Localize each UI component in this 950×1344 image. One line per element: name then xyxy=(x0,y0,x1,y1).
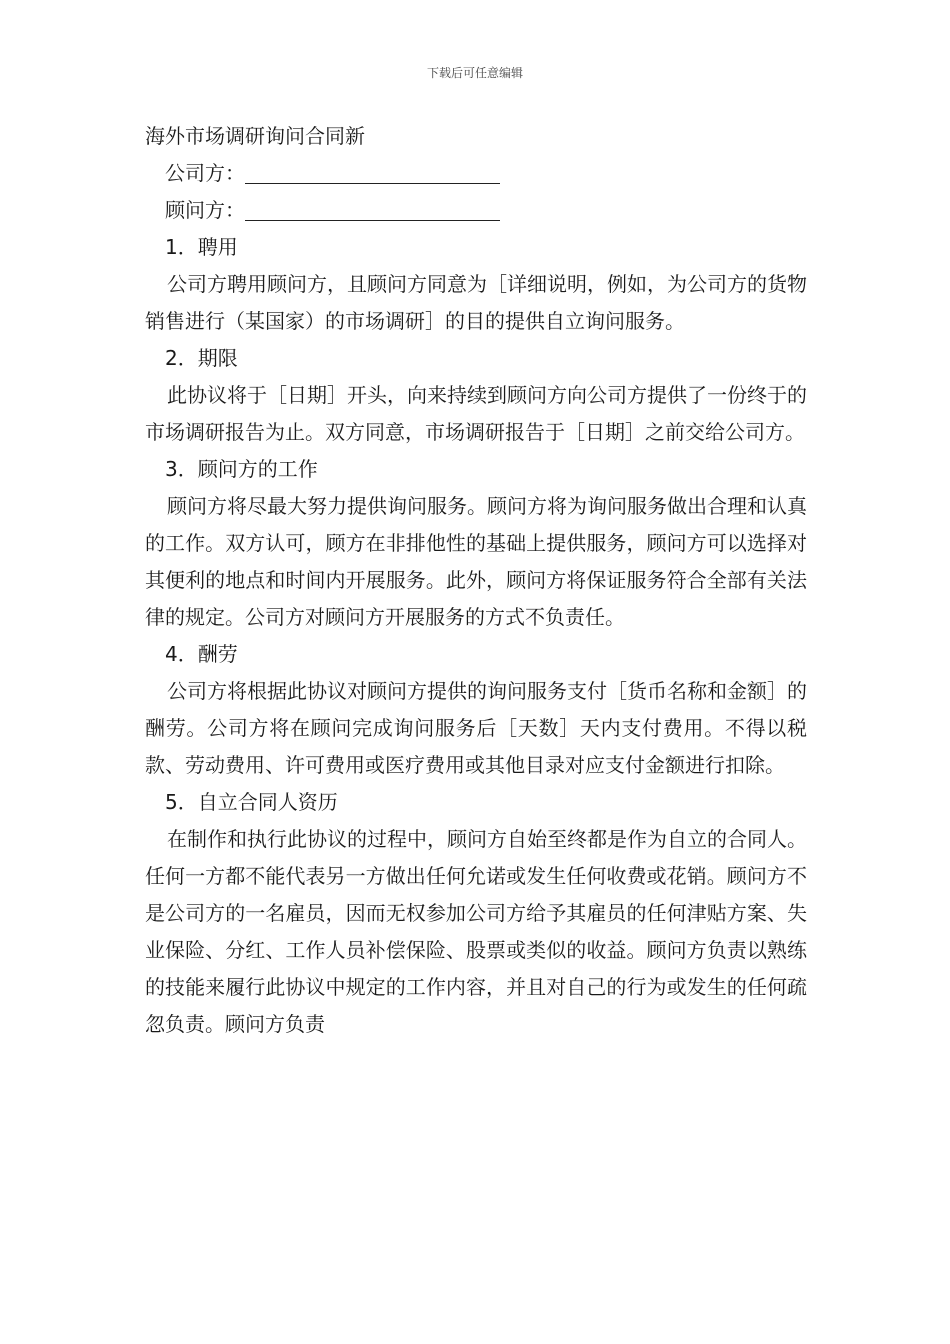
section-body: 在制作和执行此协议的过程中，顾问方自始至终都是作为自立的合同人。任何一方都不能代表另一方做出任何允诺或发生任何收费或花销。顾问方不是公司方的一名雇员，因而无权参加公司方给予其雇员的任何津贴方案、失业保险、分红、工作人员补偿保险、股票或类似的收益。顾问方负责以熟练的技能来履行此协议中规定的工作内容，并且对自己的行为或发生的任何疏忽负责。顾问方负责 xyxy=(145,827,807,1036)
consultant-party-blank xyxy=(245,200,500,221)
section-heading: 4．酬劳 xyxy=(165,642,238,666)
company-party-field xyxy=(145,155,807,192)
section-engagement xyxy=(145,229,807,340)
section-body: 此协议将于［日期］开头，向来持续到顾问方向公司方提供了一份终于的市场调研报告为止。双方同意，市场调研报告于［日期］之前交给公司方。 xyxy=(145,383,807,444)
section-body: 公司方将根据此协议对顾问方提供的询问服务支付［货币名称和金额］的酬劳。公司方将在顾问完成询问服务后［天数］天内支付费用。不得以税款、劳动费用、许可费用或医疗费用或其他目录对应支付金额进行扣除。 xyxy=(145,679,807,777)
section-heading: 2．期限 xyxy=(165,346,238,370)
document-title: 海外市场调研询问合同新 xyxy=(145,124,365,148)
consultant-party-field xyxy=(145,192,807,229)
company-party-label: 公司方： xyxy=(165,161,245,185)
section-heading: 1．聘用 xyxy=(165,235,238,259)
section-body: 顾问方将尽最大努力提供询问服务。顾问方将为询问服务做出合理和认真的工作。双方认可，顾方在非排他性的基础上提供服务，顾问方可以选择对其便利的地点和时间内开展服务。此外，顾问方将保证服务符合全部有关法律的规定。公司方对顾问方开展服务的方式不负责任。 xyxy=(145,494,807,629)
section-compensation xyxy=(145,636,807,784)
section-heading: 3．顾问方的工作 xyxy=(165,457,318,481)
company-party-blank xyxy=(245,163,500,184)
consultant-party-label: 顾问方： xyxy=(165,198,245,222)
section-body: 公司方聘用顾问方，且顾问方同意为［详细说明，例如，为公司方的货物销售进行（某国家）的市场调研］的目的提供自立询问服务。 xyxy=(145,272,807,333)
section-independent-contractor xyxy=(145,784,807,1043)
section-heading: 5．自立合同人资历 xyxy=(165,790,338,814)
section-term xyxy=(145,340,807,451)
document-body xyxy=(145,118,807,1043)
header-note: 下载后可任意编辑 xyxy=(426,66,523,80)
section-consultant-work xyxy=(145,451,807,636)
